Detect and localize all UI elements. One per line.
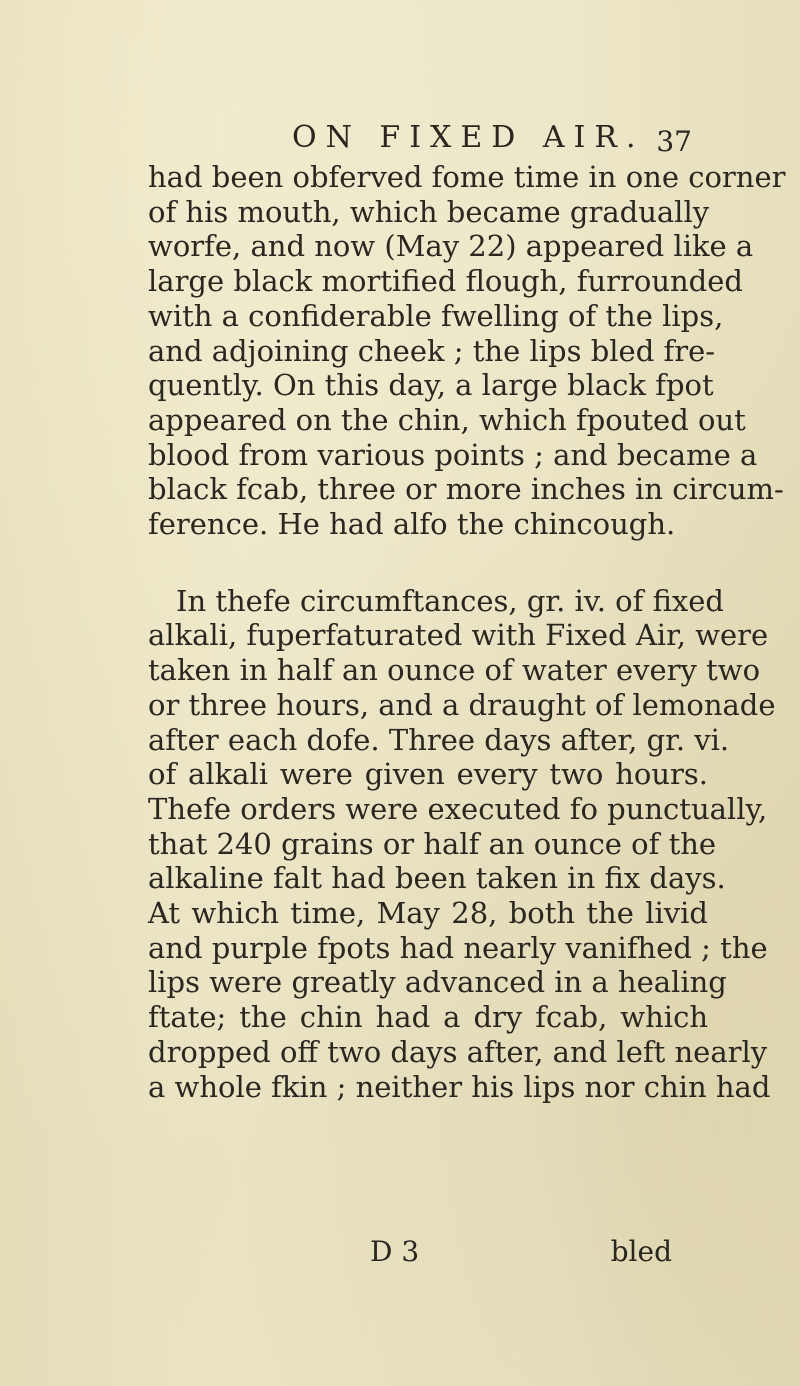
text-line: Thefe orders were executed fo punctually, [148, 791, 768, 826]
text-line: taken in half an ounce of water every two [148, 653, 761, 688]
page-footer [148, 1234, 708, 1270]
text-line: appeared on the chin, which fpouted out [148, 402, 746, 437]
text-line: alkaline falt had been taken in fix days. [148, 861, 726, 896]
text-line: ference. He had alfo the chincough. [148, 507, 676, 542]
text-line: and adjoining cheek ; the lips bled fre- [148, 333, 716, 368]
text-line: worfe, and now (May 22) appeared like a [148, 229, 754, 264]
text-line: lips were greatly advanced in a healing [148, 965, 727, 1000]
catchword: bled [610, 1235, 672, 1268]
text-line: a whole fkin ; neither his lips nor chin had [148, 1069, 771, 1104]
paragraph-1 [148, 160, 786, 542]
running-head [150, 118, 710, 158]
text-line: blood from various points ; and became a [148, 437, 758, 472]
text-line: or three hours, and a draught of lemonade [148, 687, 776, 722]
text-line: ftate; the chin had a dry fcab, which [148, 1000, 708, 1035]
text-line: after each dofe. Three days after, gr. vi. [148, 722, 730, 757]
paragraph-gap [148, 542, 708, 584]
running-head-title: ON FIXED AIR. [292, 120, 645, 155]
signature-mark: D 3 [370, 1235, 420, 1268]
text-line: alkali, fuperfaturated with Fixed Air, were [148, 618, 769, 653]
text-line: that 240 grains or half an ounce of the [148, 826, 717, 861]
text-line: and purple fpots had nearly vanifhed ; the [148, 930, 768, 965]
page-number: 37 [656, 125, 692, 158]
text-line: of alkali were given every two hours. [148, 757, 708, 792]
text-line: black fcab, three or more inches in circum- [148, 472, 784, 507]
text-line: dropped off two days after, and left nearly [148, 1034, 768, 1069]
text-line: In thefe circumftances, gr. iv. of fixed [176, 583, 724, 618]
paragraph-2 [148, 583, 776, 1105]
body-text [148, 160, 786, 1104]
text-line: of his mouth, which became gradually [148, 194, 710, 229]
text-line: large black mortified flough, furrounded [148, 264, 743, 299]
text-line: At which time, May 28, both the livid [148, 896, 708, 931]
text-line: had been obferved fome time in one corner [148, 160, 786, 194]
text-line: quently. On this day, a large black fpot [148, 368, 714, 403]
text-line: with a confiderable fwelling of the lips, [148, 298, 724, 333]
